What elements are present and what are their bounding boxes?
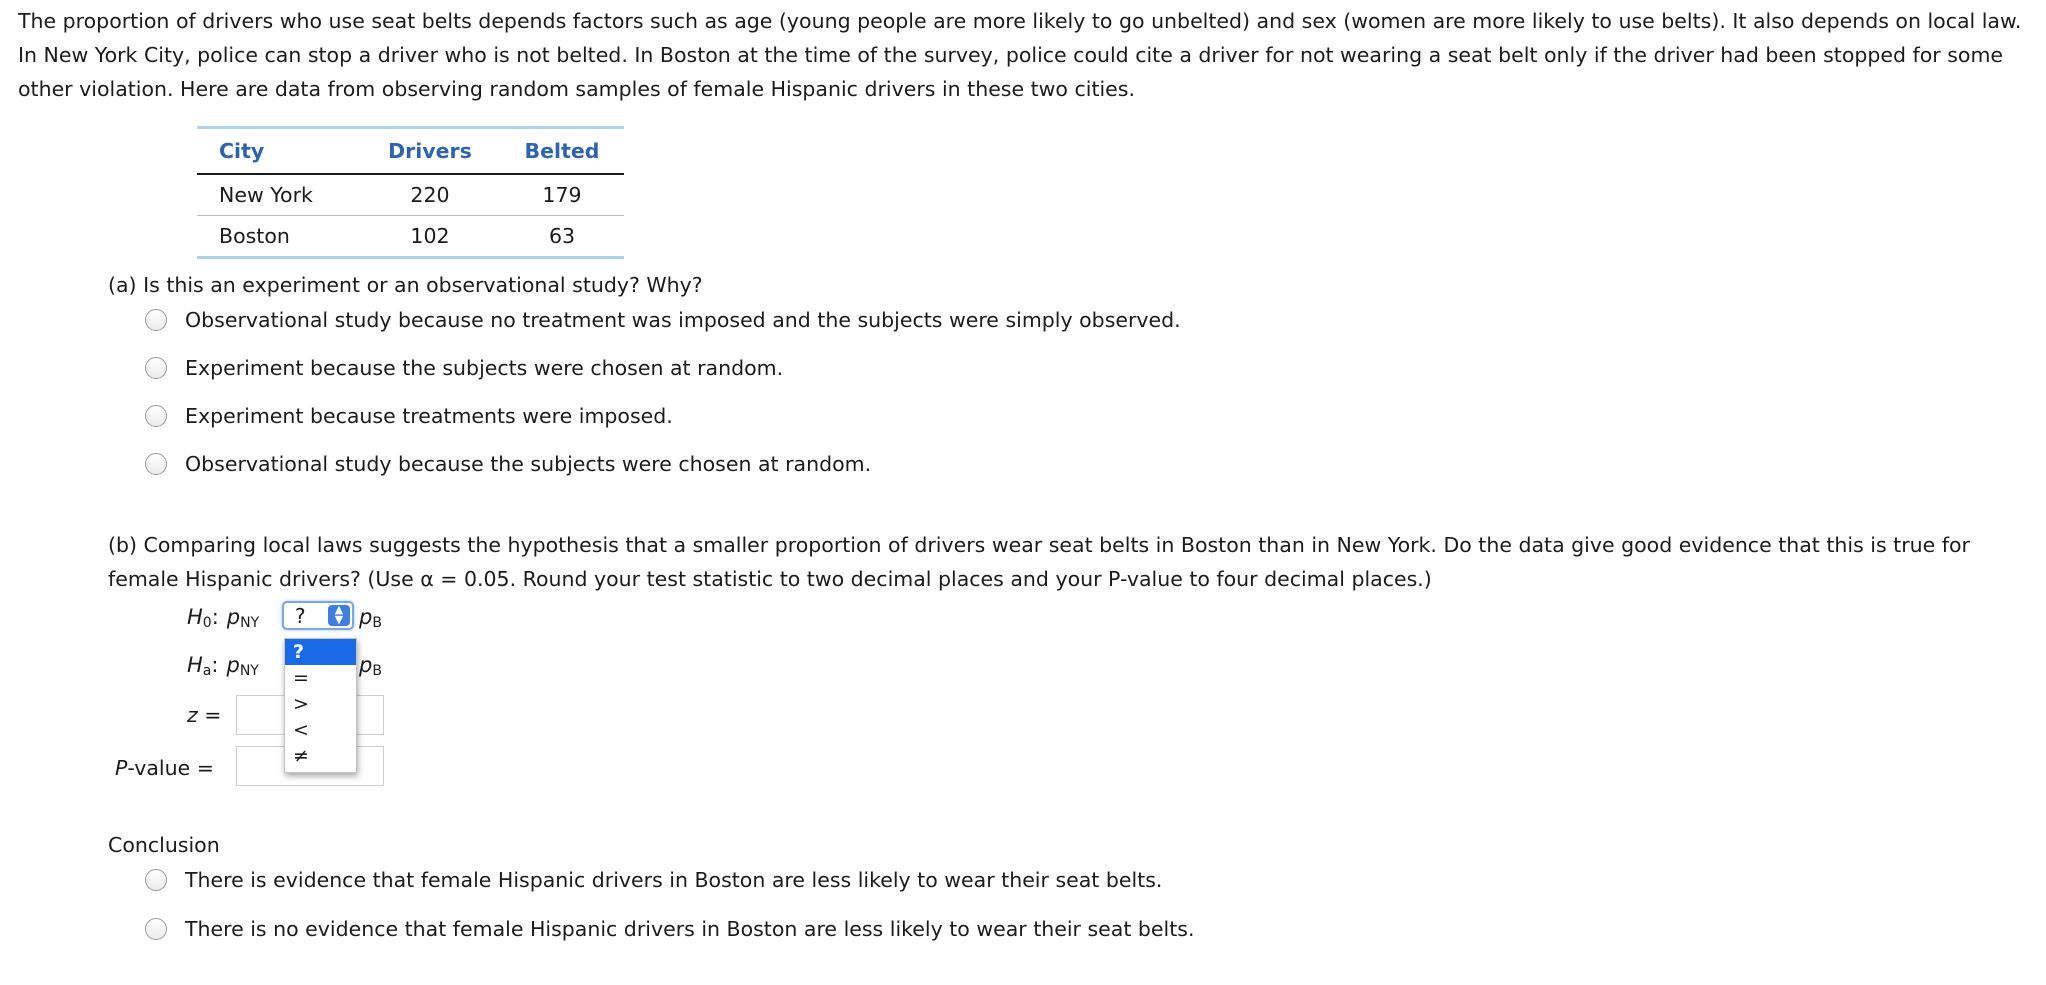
radio-button[interactable]	[145, 405, 167, 427]
radio-button[interactable]	[145, 453, 167, 475]
option-label: Experiment because treatments were imposed.	[185, 404, 673, 428]
table-cell-belted: 63	[548, 224, 576, 248]
h0-relation-select[interactable]	[282, 601, 354, 630]
dropdown-option[interactable]: <	[293, 719, 309, 741]
table-cell-drivers: 102	[410, 224, 450, 248]
p-value-rest: -value =	[127, 756, 214, 780]
option-label: There is evidence that female Hispanic drivers in Boston are less likely to wear their seat belts.	[185, 868, 1163, 892]
ha-symbol: H	[187, 653, 203, 677]
option-label: Observational study because the subjects were chosen at random.	[185, 452, 872, 476]
table-cell-city: New York	[219, 183, 313, 207]
p-b-term	[359, 650, 382, 680]
table-cell-city: Boston	[219, 224, 290, 248]
chevron-updown-icon[interactable]: ▲ ▼	[328, 605, 350, 626]
p-value-p: P	[115, 756, 128, 780]
p-b-symbol: p	[359, 653, 373, 677]
conclusion-option-1[interactable]	[145, 865, 1162, 895]
radio-button[interactable]	[145, 357, 167, 379]
part-a-option-3[interactable]	[145, 401, 673, 431]
part-a-option-2[interactable]	[145, 353, 783, 383]
p-b-term	[359, 602, 382, 632]
dropdown-option[interactable]: ≠	[293, 745, 309, 767]
p-ny-symbol: p	[226, 653, 240, 677]
option-label: There is no evidence that female Hispanic drivers in Boston are less likely to wear their seat belts.	[185, 917, 1195, 941]
conclusion-heading: Conclusion	[108, 833, 220, 857]
table-header-drivers: Drivers	[388, 139, 472, 163]
radio-button[interactable]	[145, 918, 167, 940]
ha-subscript: a	[202, 663, 212, 679]
intro-paragraph: The proportion of drivers who use seat belts depends factors such as age (young people are more likely to go unbelted) and sex (women are more likely to use belts). It also depends on local law. In New York City, police can stop a driver who is not belted. In Boston at the time of the survey, police could cite a driver for not wearing a seat belt only if the driver had been stopped for some other violation. Here are data from observing random samples of female Hispanic drivers in these two cities.	[18, 9, 2022, 101]
p-ny-subscript: NY	[240, 615, 260, 631]
part-a-question: (a) Is this an experiment or an observational study? Why?	[108, 273, 703, 297]
table-row	[197, 175, 624, 216]
table-row	[197, 216, 624, 256]
null-hypothesis	[187, 602, 259, 632]
p-b-subscript: B	[372, 615, 382, 631]
table-header-city: City	[219, 139, 265, 163]
ha-colon: :	[211, 653, 219, 677]
dropdown-option[interactable]: =	[293, 667, 309, 689]
p-value-label	[115, 756, 214, 780]
option-label: Experiment because the subjects were chosen at random.	[185, 356, 784, 380]
table-cell-drivers: 220	[410, 183, 450, 207]
part-b-question: (b) Comparing local laws suggests the hypothesis that a smaller proportion of drivers wear seat belts in Boston than in New York. Do the data give good evidence that this is true for female Hispanic drivers? (Use α = 0.05. Round your test statistic to two decimal places and your P-value to four decimal places.)	[108, 533, 1970, 591]
h0-colon: :	[211, 605, 219, 629]
part-a-option-4[interactable]	[145, 449, 871, 479]
select-value: ?	[295, 604, 306, 628]
relation-dropdown-list[interactable]	[284, 638, 357, 773]
p-ny-symbol: p	[226, 605, 241, 629]
table-cell-belted: 179	[542, 183, 582, 207]
conclusion-option-2[interactable]	[145, 914, 1194, 944]
p-ny-subscript: NY	[239, 663, 259, 679]
radio-button[interactable]	[145, 869, 167, 891]
part-a-option-1[interactable]	[145, 305, 1181, 335]
dropdown-option[interactable]: ?	[285, 639, 356, 665]
h0-subscript: 0	[202, 615, 212, 631]
table-header-row	[197, 129, 624, 175]
h0-symbol: H	[187, 605, 203, 629]
p-b-subscript: B	[372, 663, 382, 679]
data-table	[197, 126, 624, 259]
alternative-hypothesis	[187, 650, 259, 680]
table-header-belted: Belted	[524, 139, 600, 163]
dropdown-option[interactable]: >	[293, 693, 309, 715]
option-label: Observational study because no treatment was imposed and the subjects were simply observed.	[185, 308, 1181, 332]
radio-button[interactable]	[145, 309, 167, 331]
z-label: z =	[187, 703, 222, 727]
p-b-symbol: p	[359, 605, 373, 629]
